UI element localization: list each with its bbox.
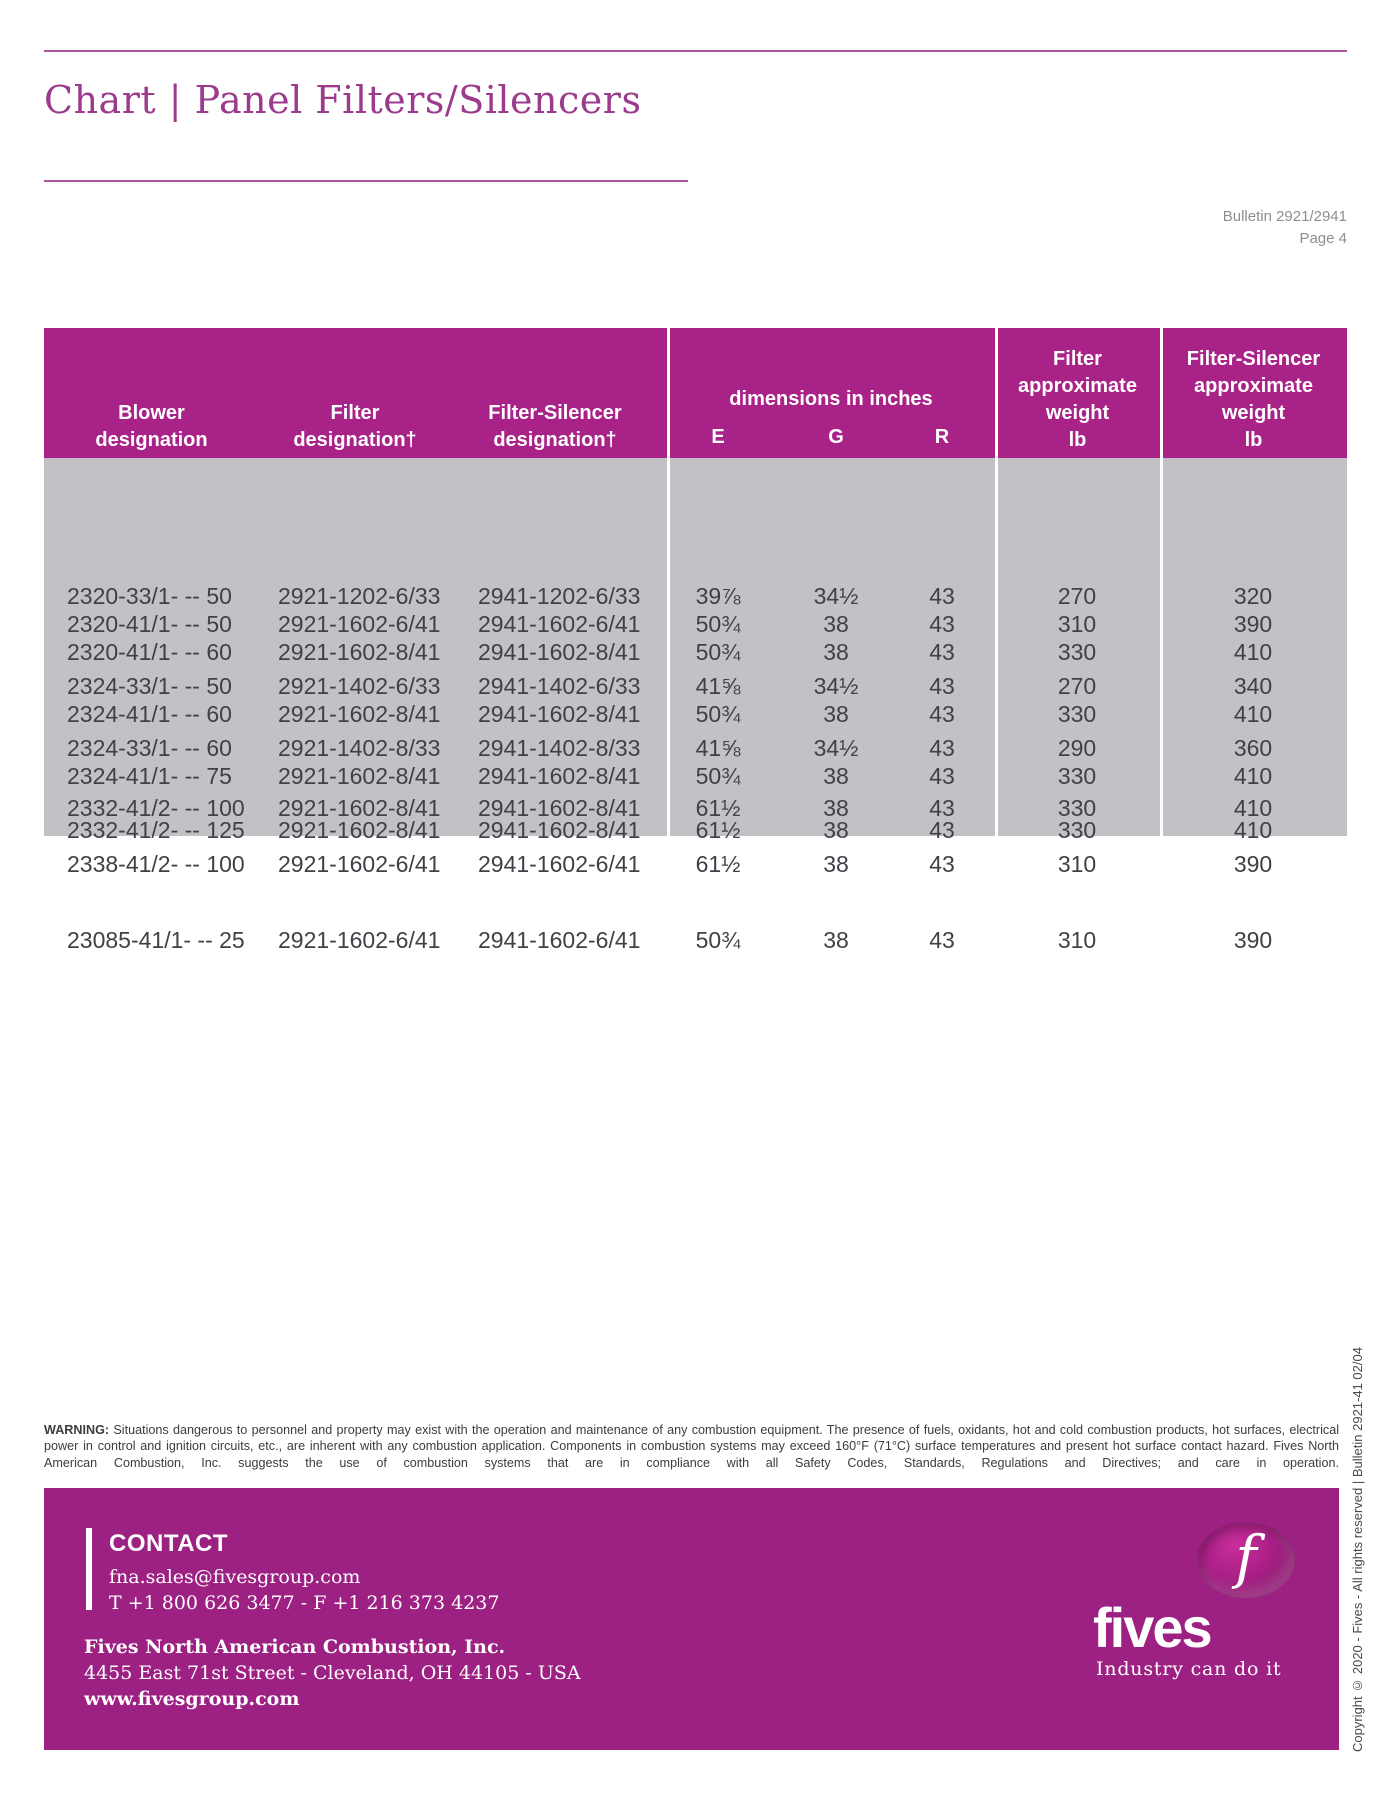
column-divider [1160,328,1163,836]
table-cell: 330 [1057,795,1097,821]
table-header [44,328,1347,458]
company-address: 4455 East 71st Street - Cleveland, OH 44105 - USA [84,1662,581,1684]
table-cell: 43 [929,927,955,953]
table-cell: 340 [1233,673,1273,699]
table-cell: 330 [1057,701,1097,727]
table-row [44,699,1347,729]
table-cell: 2338-41/2- -- 100 [67,851,245,877]
table-cell: 410 [1233,701,1273,727]
table-cell: 310 [1057,927,1097,953]
table-cell: 390 [1233,927,1273,953]
table-cell: 43 [929,639,955,665]
header-blower-designation: Blower designation [95,402,208,451]
table-cell: 39⅞ [695,583,741,609]
table-cell: 2941-1402-8/33 [478,735,641,761]
table-cell: 2921-1602-6/41 [278,927,441,953]
contact-heading: CONTACT [109,1530,229,1557]
table-cell: 2921-1402-6/33 [278,673,441,699]
table-cell: 38 [823,927,849,953]
section-label-50hz: 50 hertz Direct Drive Blower [202,897,509,923]
filters-silencers-table [44,328,1347,953]
page-title: Chart | Panel Filters/Silencers [44,78,642,122]
table-cell: 2320-41/1- -- 50 [67,611,232,637]
contact-footer [44,1488,1339,1750]
contact-email-link[interactable]: fna.sales@fivesgroup.com [109,1566,361,1588]
table-row [44,761,1347,791]
table-cell: 2921-1602-6/41 [278,851,441,877]
table-cell: 2941-1402-6/33 [478,673,641,699]
table-cell: 38 [823,701,849,727]
table-cell: 38 [823,851,849,877]
table-cell: 23085-41/1- -- 25 [67,927,245,953]
warning-paragraph [44,1422,1339,1471]
table-cell: 2941-1602-8/41 [478,701,641,727]
table-cell: 2324-41/1- -- 60 [67,701,232,727]
table-row [44,815,1347,845]
header-filter-designation: Filter designation† [293,402,417,451]
contact-phone: T +1 800 626 3477 - F +1 216 373 4237 [109,1592,500,1614]
table-cell: 43 [929,795,955,821]
table-cell: 2921-1602-8/41 [278,817,441,843]
table-row [44,637,1347,667]
table-cell: 310 [1057,851,1097,877]
table-cell: 50¾ [695,927,741,953]
table-cell: 34½ [813,735,859,761]
fives-wordmark: fives [1093,1596,1211,1659]
table-cell: 2320-41/1- -- 60 [67,639,232,665]
table-cell: 38 [823,611,849,637]
table-cell: 41⅝ [695,735,741,761]
table-cell: 38 [823,639,849,665]
table-cell: 43 [929,583,955,609]
table-cell: 330 [1057,639,1097,665]
table-cell: 2941-1202-6/33 [478,583,641,609]
table-cell: 270 [1057,673,1097,699]
table-cell: 2941-1602-8/41 [478,795,641,821]
table-cell: 38 [823,763,849,789]
fives-logo-ellipse-icon [1197,1522,1295,1598]
table-row [44,609,1347,639]
table-cell: 2921-1602-6/41 [278,611,441,637]
table-cell: 43 [929,673,955,699]
table-cell: 410 [1233,817,1273,843]
table-cell: 310 [1057,611,1097,637]
header-dim-r: R [934,426,950,448]
table-cell: 360 [1233,735,1273,761]
table-cell: 2941-1602-8/41 [478,639,641,665]
table-cell: 320 [1233,583,1273,609]
table-cell: 61½ [695,851,741,877]
table-cell: 2921-1602-8/41 [278,763,441,789]
table-row [44,733,1347,763]
table-row [44,581,1347,611]
table-cell: 43 [929,611,955,637]
table-cell: 2921-1402-8/33 [278,735,441,761]
company-website-link[interactable]: www.fivesgroup.com [84,1688,300,1710]
table-row [44,671,1347,701]
table-cell: 410 [1233,639,1273,665]
warning-label: WARNING: [44,1423,110,1437]
header-filter-silencer-designation: Filter-Silencer designation† [488,402,622,451]
table-cell: 2324-41/1- -- 75 [67,763,232,789]
header-filter-silencer-weight: Filter-Silencer approximate weight lb [1186,348,1321,451]
bulletin-reference [1000,206,1347,250]
top-rule [44,50,1347,52]
table-cell: 43 [929,701,955,727]
table-cell: 50¾ [695,611,741,637]
warning-text: Situations dangerous to personnel and property may exist with the operation and maintenance of any combustion equipment. The presence of fuels, oxidants, hot and cold combustion products, hot surfaces, electrical power in control and ignition circuits, etc., are inherent with any combustion application. Components in combustion systems may exceed 160°F (71°C) surface temperatures and present hot surface contact hazard. Fives North American Combustion, Inc. suggests the use of combustion systems that are in compliance with all Safety Codes, Standards, Regulations and Directives; and care in operation. [44,1423,1340,1470]
table-cell: 41⅝ [695,673,741,699]
column-divider [667,328,670,836]
table-cell: 2921-1602-8/41 [278,701,441,727]
table-cell: 2324-33/1- -- 60 [67,735,232,761]
table-cell: 50¾ [695,639,741,665]
table-cell: 38 [823,817,849,843]
table-cell: 290 [1057,735,1097,761]
table-cell: 2332-41/2- -- 125 [67,817,245,843]
table-cell: 270 [1057,583,1097,609]
table-cell: 61½ [695,795,741,821]
table-cell: 2332-41/2- -- 100 [67,795,245,821]
company-name: Fives North American Combustion, Inc. [84,1636,506,1658]
table-cell: 43 [929,763,955,789]
bulletin-number: Bulletin 2921/2941 [1222,208,1347,225]
table-cell: 2921-1602-8/41 [278,639,441,665]
header-dimensions-group: dimensions in inches [729,388,933,410]
table-row [44,849,1347,879]
title-underline [44,180,688,182]
table-cell: 2921-1202-6/33 [278,583,441,609]
table-cell: 2921-1602-8/41 [278,795,441,821]
table-cell: 330 [1057,817,1097,843]
table-cell: 2941-1602-8/41 [478,817,641,843]
table-cell: 410 [1233,795,1273,821]
table-cell: 390 [1233,611,1273,637]
table-cell: 34½ [813,583,859,609]
header-dim-g: G [828,426,844,448]
table-cell: 2941-1602-8/41 [478,763,641,789]
table-cell: 43 [929,735,955,761]
table-row [44,925,1347,955]
fives-tagline: Industry can do it [1096,1658,1282,1680]
header-filter-weight: Filter approximate weight lb [1018,348,1137,451]
table-cell: 43 [929,851,955,877]
table-cell: 61½ [695,817,741,843]
table-cell: 50¾ [695,763,741,789]
contact-accent-bar [86,1528,92,1610]
fives-f-monogram-icon: f [1235,1523,1257,1591]
table-cell: 390 [1233,851,1273,877]
table-cell: 330 [1057,763,1097,789]
table-cell: 43 [929,817,955,843]
header-dim-e: E [711,426,725,448]
table-cell: 2941-1602-6/41 [478,851,641,877]
table-cell: 2941-1602-6/41 [478,611,641,637]
table-cell: 50¾ [695,701,741,727]
table-cell: 38 [823,795,849,821]
column-divider [995,328,998,836]
copyright-sidebar-text: Copyright © 2020 - Fives - All rights reserved | Bulletin 2921-41 02/04 [1350,1347,1365,1752]
table-body [44,458,1347,953]
table-cell: 2941-1602-6/41 [478,927,641,953]
table-cell: 34½ [813,673,859,699]
page-number: Page 4 [1299,230,1347,247]
table-cell: 2324-33/1- -- 50 [67,673,232,699]
table-cell: 410 [1233,763,1273,789]
table-cell: 2320-33/1- -- 50 [67,583,232,609]
